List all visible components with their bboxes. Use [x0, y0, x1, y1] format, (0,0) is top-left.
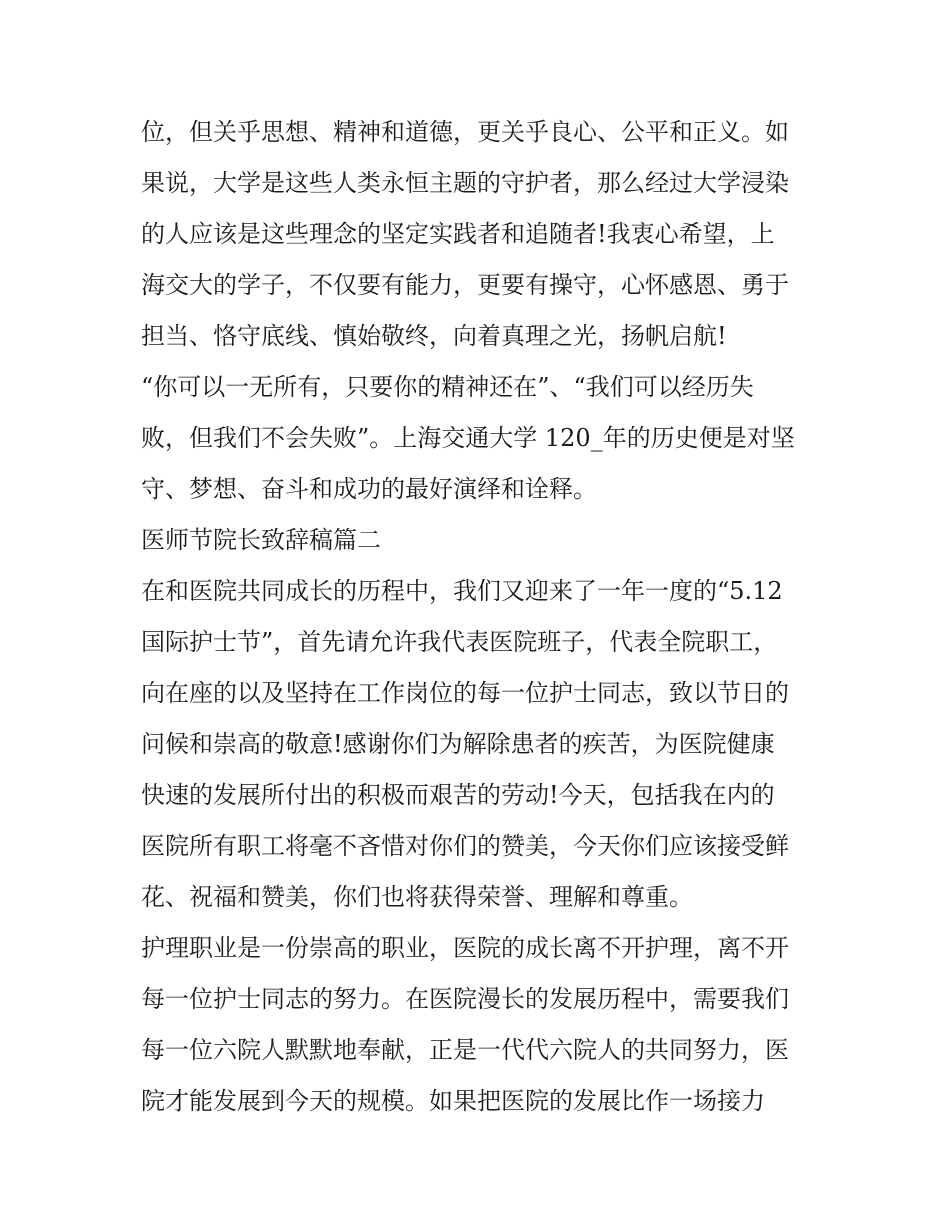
document-page	[141, 107, 821, 1127]
text-line: 在和医院共同成长的历程中，我们又迎来了一年一度的“5.12	[141, 577, 783, 605]
section-heading: 医师节院长致辞稿篇二	[141, 526, 381, 554]
text-line: 院才能发展到今天的规模。如果把医院的发展比作一场接力	[141, 1087, 765, 1115]
text-line: 花、祝福和赞美，你们也将获得荣誉、理解和尊重。	[141, 883, 693, 911]
text-line: 问候和崇高的敬意!感谢你们为解除患者的疾苦，为医院健康	[141, 730, 775, 758]
text-line: 位，但关乎思想、精神和道德，更关乎良心、公平和正义。如	[141, 118, 789, 146]
text-line: 担当、恪守底线、慎始敬终，向着真理之光，扬帆启航!	[141, 322, 727, 350]
text-line: 果说，大学是这些人类永恒主题的守护者，那么经过大学浸染	[141, 169, 789, 197]
text-line: 快速的发展所付出的积极而艰苦的劳动!今天，包括我在内的	[141, 781, 775, 809]
text-line: 国际护士节”，首先请允许我代表医院班子，代表全院职工，	[141, 628, 778, 656]
text-line: 的人应该是这些理念的坚定实践者和追随者!我衷心希望，上	[141, 220, 775, 248]
text-line: 守、梦想、奋斗和成功的最好演绎和诠释。	[141, 475, 597, 503]
text-line: 每一位六院人默默地奉献，正是一代代六院人的共同努力，医	[141, 1036, 789, 1064]
text-line: 每一位护士同志的努力。在医院漫长的发展历程中，需要我们	[141, 985, 789, 1013]
text-line: 护理职业是一份崇高的职业，医院的成长离不开护理，离不开	[141, 934, 789, 962]
text-line: “你可以一无所有，只要你的精神还在”、“我们可以经历失	[141, 373, 754, 401]
text-line: 海交大的学子，不仅要有能力，更要有操守，心怀感恩、勇于	[141, 271, 789, 299]
text-line: 败，但我们不会失败”。上海交通大学 120_年的历史便是对坚	[141, 424, 795, 452]
text-line: 医院所有职工将毫不吝惜对你们的赞美，今天你们应该接受鲜	[141, 832, 789, 860]
text-line: 向在座的以及坚持在工作岗位的每一位护士同志，致以节日的	[141, 679, 789, 707]
